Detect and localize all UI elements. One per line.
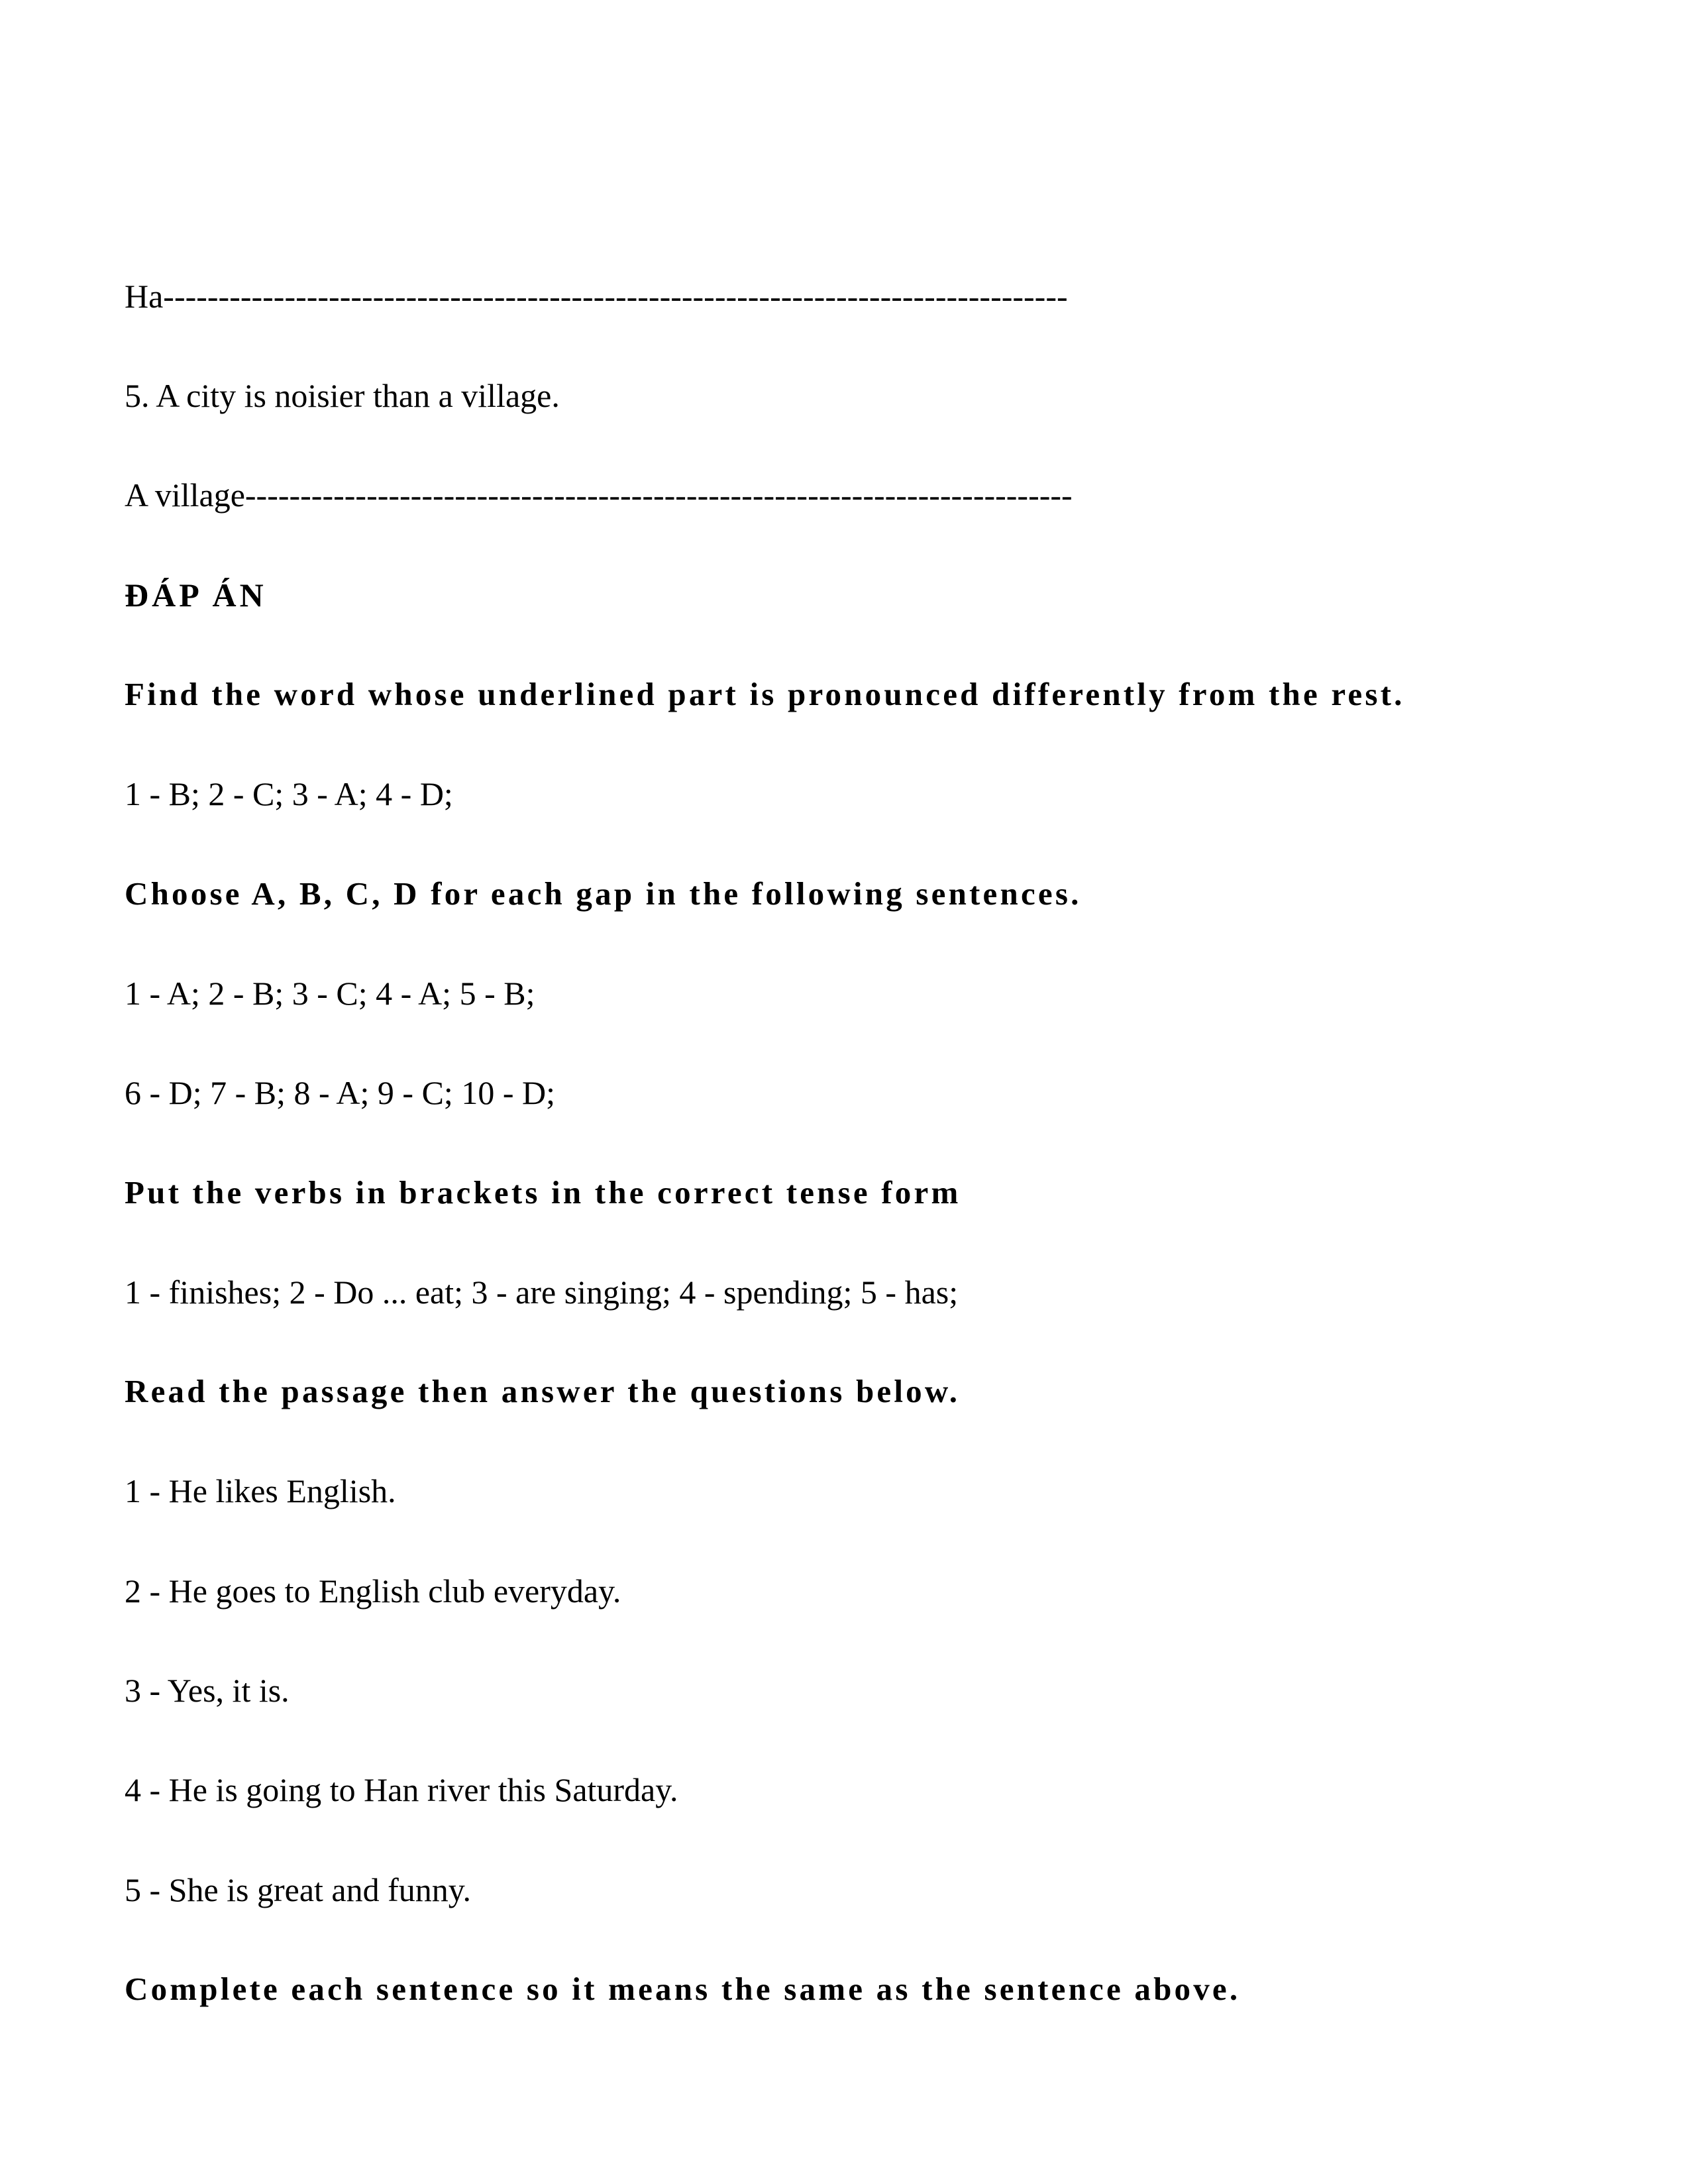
rewrite-line-village: A village--------------------------------------------------------------------------- (125, 476, 1073, 514)
answer-line-verb-tense: 1 - finishes; 2 - Do ... eat; 3 - are singing; 4 - spending; 5 - has; (125, 1274, 959, 1311)
answer-line-reading-3: 3 - Yes, it is. (125, 1672, 290, 1709)
question-5-sentence: 5. A city is noisier than a village. (125, 377, 560, 414)
section-heading-sentence-transformation: Complete each sentence so it means the same as the sentence above. (125, 1971, 1241, 2007)
answer-key-title: ĐÁP ÁN (125, 576, 267, 614)
answer-line-reading-2: 2 - He goes to English club everyday. (125, 1572, 621, 1610)
answer-line-reading-4: 4 - He is going to Han river this Saturday. (125, 1771, 678, 1808)
answer-line-reading-1: 1 - He likes English. (125, 1472, 396, 1509)
section-heading-pronunciation: Find the word whose underlined part is pronounced differently from the rest. (125, 676, 1405, 712)
section-heading-multiple-choice: Choose A, B, C, D for each gap in the following sentences. (125, 875, 1082, 912)
section-heading-reading: Read the passage then answer the questions below. (125, 1373, 961, 1409)
answer-line-multiple-choice-1: 1 - A; 2 - B; 3 - C; 4 - A; 5 - B; (125, 975, 535, 1012)
section-heading-verb-tense: Put the verbs in brackets in the correct tense form (125, 1174, 961, 1211)
answer-line-pronunciation: 1 - B; 2 - C; 3 - A; 4 - D; (125, 775, 453, 812)
rewrite-line-ha: Ha---------------------------------------------------------------------------------- (125, 278, 1068, 315)
answer-line-multiple-choice-2: 6 - D; 7 - B; 8 - A; 9 - C; 10 - D; (125, 1074, 555, 1111)
answer-line-reading-5: 5 - She is great and funny. (125, 1871, 472, 1908)
